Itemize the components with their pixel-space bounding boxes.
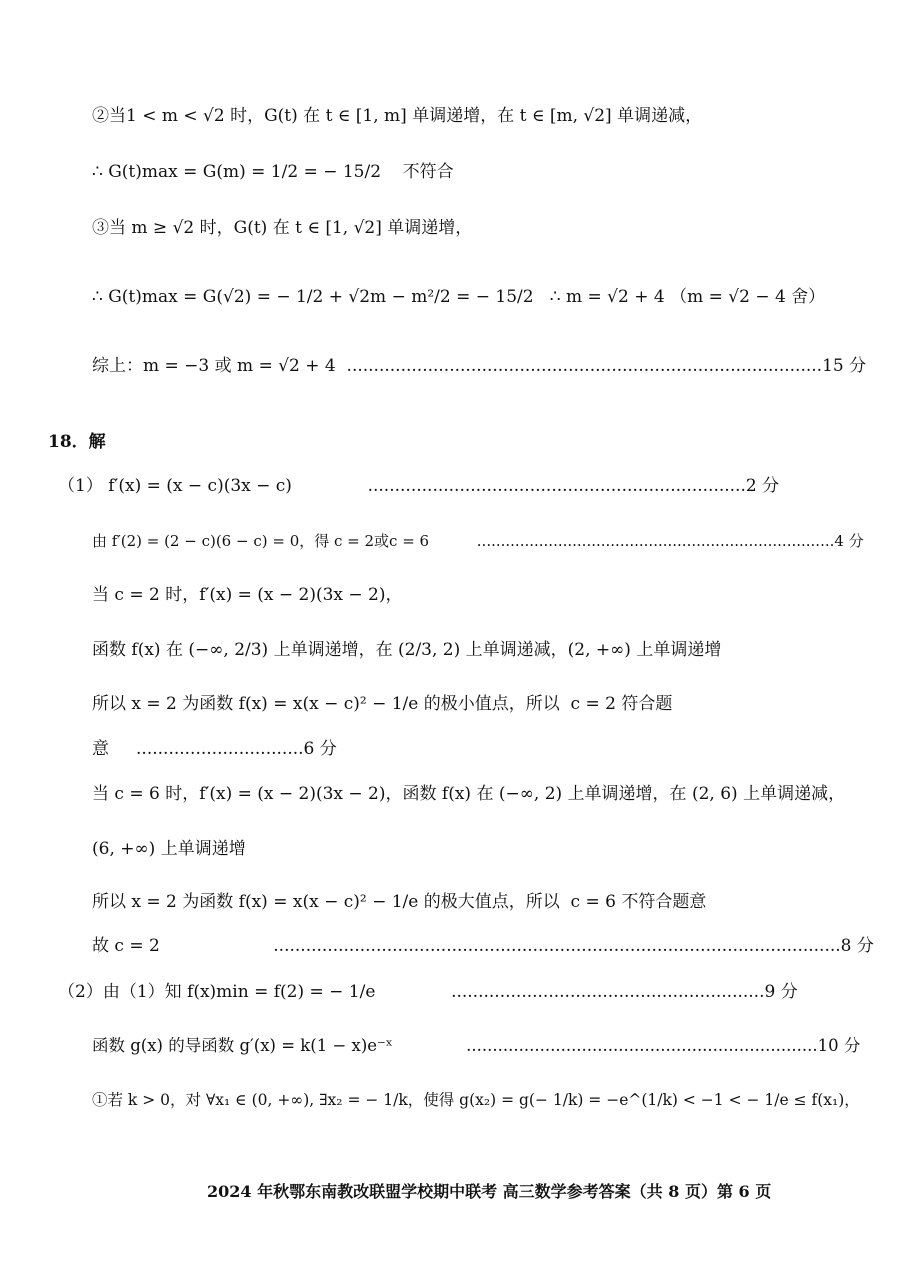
part-2-case-k-positive: ①若 k > 0，对 ∀x₁ ∈ (0, +∞), ∃x₂ = − 1/k，使得 g(x₂) = g(− 1/k) = −e^(1/k) < −1 < − 1/e ≤ f(x₁)， — [92, 1091, 860, 1109]
case-3-line: ③当 m ≥ √2 时，G(t) 在 t ∈ [1, √2] 单调递增， — [92, 218, 473, 238]
case-2-conclusion: ∴ G(t)max = G(m) = 1/2 = − 15/2 不符合 — [92, 162, 454, 182]
part-1-solve-c: 由 f′(2) = (2 − c)(6 − c) = 0，得 c = 2或c = 6 ...........................................................................4 分 — [92, 532, 864, 550]
page-footer: 2024 年秋鄂东南教改联盟学校期中联考 高三数学参考答案（共 8 页）第 6 页 — [207, 1182, 772, 1201]
part-1-conclusion: 故 c = 2 .........................................................................................................8 分 — [92, 936, 874, 956]
problem-18-heading: 18．解 — [48, 432, 106, 452]
summary-line: 综上：m = −3 或 m = √2 + 4 ........................................................................................15 分 — [92, 356, 867, 376]
case-c6-line: 当 c = 6 时，f′(x) = (x − 2)(3x − 2)，函数 f(x) 在 (−∞, 2) 上单调递增，在 (2, 6) 上单调递减， — [92, 784, 846, 804]
case-2-line: ②当1 < m < √2 时，G(t) 在 t ∈ [1, m] 单调递增，在 t ∈ [m, √2] 单调递减， — [92, 106, 703, 126]
case-c6-increasing: (6, +∞) 上单调递增 — [92, 839, 246, 859]
part-2-g-derivative: 函数 g(x) 的导函数 g′(x) = k(1 − x)e⁻ˣ ...................................................................10 分 — [92, 1036, 861, 1055]
case-c2-derivative: 当 c = 2 时，f′(x) = (x − 2)(3x − 2)， — [92, 585, 403, 605]
case-c2-score: 意 ...............................6 分 — [92, 739, 337, 759]
part-2-min-value: （2）由（1）知 f(x)min = f(2) = − 1/e ..........................................................9 分 — [58, 982, 798, 1002]
case-c6-extremum: 所以 x = 2 为函数 f(x) = x(x − c)² − 1/e 的极大值点，所以 c = 6 不符合题意 — [92, 892, 707, 912]
case-c2-extremum: 所以 x = 2 为函数 f(x) = x(x − c)² − 1/e 的极小值点，所以 c = 2 符合题 — [92, 694, 673, 714]
part-1-derivative: （1） f′(x) = (x − c)(3x − c) ......................................................................2 分 — [58, 476, 780, 496]
case-c2-monotonicity: 函数 f(x) 在 (−∞, 2/3) 上单调递增，在 (2/3, 2) 上单调递减，(2, +∞) 上单调递增 — [92, 640, 722, 660]
case-3-conclusion: ∴ G(t)max = G(√2) = − 1/2 + √2m − m²/2 = − 15/2 ∴ m = √2 + 4 （m = √2 − 4 舍） — [92, 287, 826, 307]
